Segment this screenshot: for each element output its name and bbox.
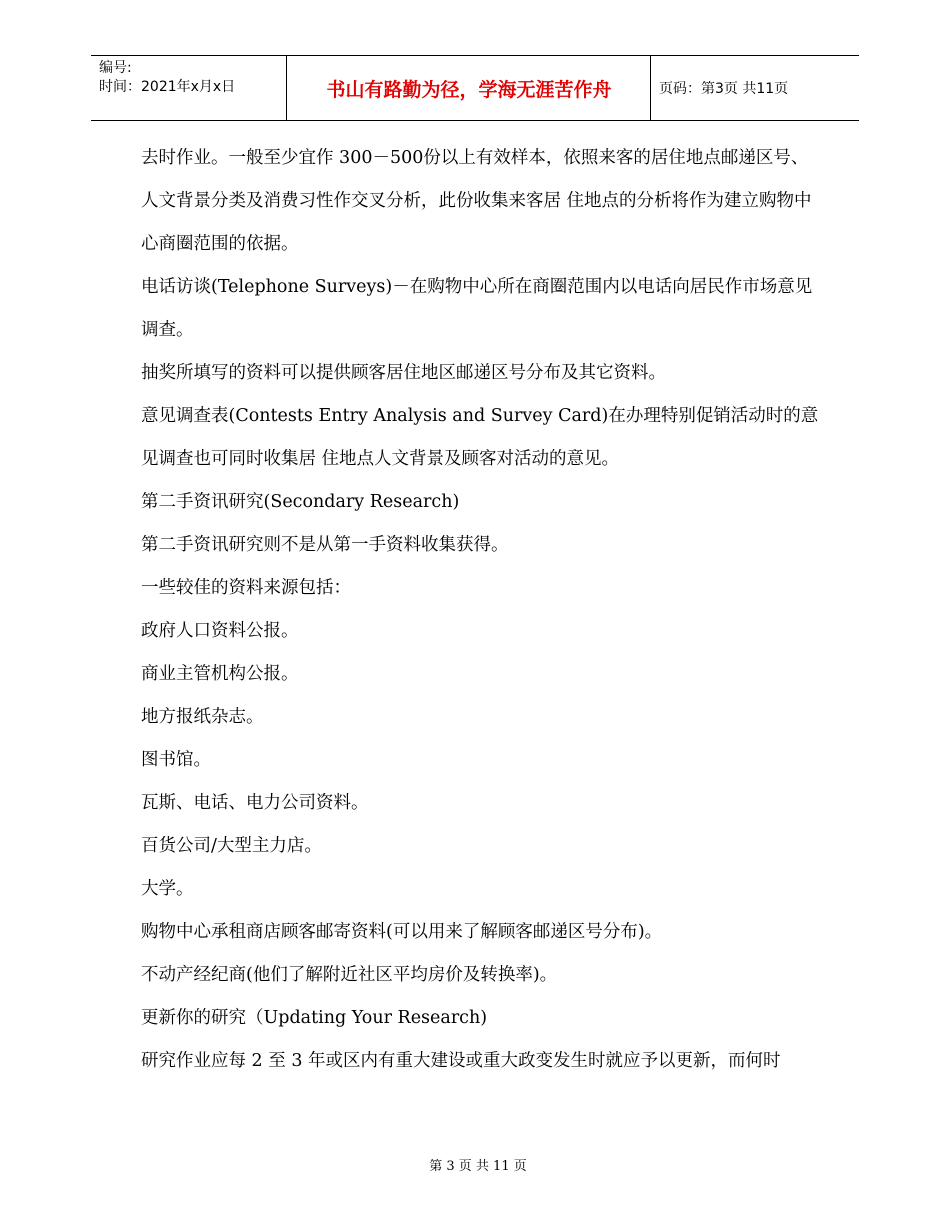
header-divider-left <box>286 56 287 120</box>
header-meta <box>99 59 235 97</box>
list-item: 图书馆。 <box>141 750 211 770</box>
document-body <box>141 137 821 1083</box>
paragraph: 电话访谈(Telephone Surveys)－在购物中心所在商圈范围内以电话向居民作市场意见调查。 <box>141 277 813 340</box>
list-item: 购物中心承租商店顾客邮寄资料(可以用来了解顾客邮递区号分布)。 <box>141 922 663 942</box>
paragraph: 第二手资讯研究则不是从第一手资料收集获得。 <box>141 535 509 555</box>
section-heading: 第二手资讯研究(Secondary Research) <box>141 492 460 512</box>
list-item: 地方报纸杂志。 <box>141 707 264 727</box>
paragraph: 意见调查表(Contests Entry Analysis and Survey Card)在办理特别促销活动时的意见调查也可同时收集居 住地点人文背景及顾客对活动的意见。 <box>141 406 819 469</box>
document-number-label: 编号: <box>99 60 132 76</box>
page-header <box>91 55 859 121</box>
list-item: 大学。 <box>141 879 194 899</box>
list-item: 瓦斯、电话、电力公司资料。 <box>141 793 369 813</box>
list-item: 商业主管机构公报。 <box>141 664 299 684</box>
section-heading: 更新你的研究（Updating Your Research) <box>141 1008 488 1028</box>
document-time-label: 时间：2021年x月x日 <box>99 79 236 95</box>
paragraph: 一些较佳的资料来源包括： <box>141 578 351 598</box>
header-page-info: 页码：第3页 共11页 <box>659 81 789 97</box>
header-motto: 书山有路勤为径，学海无涯苦作舟 <box>326 78 612 101</box>
list-item: 百货公司/大型主力店。 <box>141 836 322 856</box>
list-item: 不动产经纪商(他们了解附近社区平均房价及转换率)。 <box>141 965 558 985</box>
header-divider-right <box>650 56 651 120</box>
list-item: 政府人口资料公报。 <box>141 621 299 641</box>
paragraph: 抽奖所填写的资料可以提供顾客居住地区邮递区号分布及其它资料。 <box>141 363 666 383</box>
page-footer: 第 3 页 共 11 页 <box>429 1159 527 1174</box>
paragraph: 研究作业应每 2 至 3 年或区内有重大建设或重大政变发生时就应予以更新，而何时 <box>141 1051 781 1071</box>
paragraph: 去时作业。一般至少宜作 300－500份以上有效样本，依照来客的居住地点邮递区号、人文背景分类及消费习性作交叉分析，此份收集来客居 住地点的分析将作为建立购物中心商圈范围的依据。 <box>141 148 812 254</box>
